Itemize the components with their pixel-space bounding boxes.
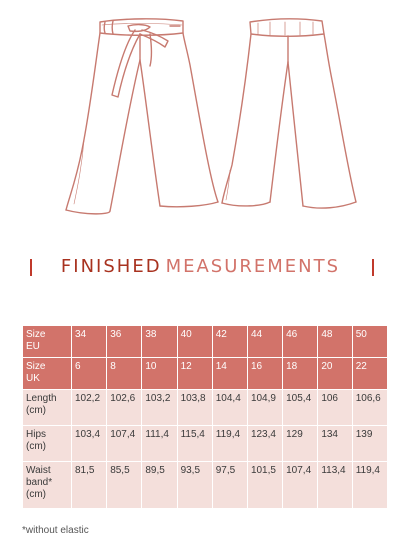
row-label: Length (cm) <box>23 390 72 426</box>
table-cell: 103,2 <box>142 390 177 426</box>
table-cell: 106,6 <box>352 390 387 426</box>
trousers-illustration <box>0 0 401 230</box>
table-cell: 85,5 <box>107 462 142 509</box>
table-cell: 129 <box>283 426 318 462</box>
trousers-front-view <box>66 19 218 214</box>
table-cell: 16 <box>247 358 282 390</box>
table-cell: 111,4 <box>142 426 177 462</box>
heading-measurements: MEASUREMENTS <box>165 256 341 277</box>
row-label: Hips (cm) <box>23 426 72 462</box>
trousers-back-view <box>222 19 356 208</box>
table-cell: 134 <box>318 426 352 462</box>
table-cell: 38 <box>142 326 177 358</box>
footnote: *without elastic <box>22 525 89 536</box>
heading-finished: FINISHED <box>60 256 162 277</box>
table-cell: 102,2 <box>72 390 107 426</box>
table-cell: 34 <box>72 326 107 358</box>
table-cell: 101,5 <box>247 462 282 509</box>
table-cell: 123,4 <box>247 426 282 462</box>
table-cell: 104,4 <box>212 390 247 426</box>
table-cell: 20 <box>318 358 352 390</box>
row-label: Waist band* (cm) <box>23 462 72 509</box>
table-cell: 14 <box>212 358 247 390</box>
table-cell: 107,4 <box>283 462 318 509</box>
table-cell: 48 <box>318 326 352 358</box>
table-cell: 10 <box>142 358 177 390</box>
table-cell: 93,5 <box>177 462 212 509</box>
heading-right-divider <box>372 259 374 276</box>
table-row-size-uk <box>23 358 388 390</box>
table-cell: 105,4 <box>283 390 318 426</box>
table-cell: 50 <box>352 326 387 358</box>
table-cell: 104,9 <box>247 390 282 426</box>
table-cell: 42 <box>212 326 247 358</box>
table-row-waistband <box>23 462 388 509</box>
table-cell: 8 <box>107 358 142 390</box>
table-cell: 102,6 <box>107 390 142 426</box>
heading-left-divider <box>30 259 32 276</box>
table-cell: 113,4 <box>318 462 352 509</box>
table-cell: 139 <box>352 426 387 462</box>
table-cell: 12 <box>177 358 212 390</box>
table-cell: 81,5 <box>72 462 107 509</box>
row-label: Size UK <box>23 358 72 390</box>
row-label: Size EU <box>23 326 72 358</box>
table-cell: 119,4 <box>212 426 247 462</box>
table-cell: 46 <box>283 326 318 358</box>
table-cell: 6 <box>72 358 107 390</box>
table-cell: 106 <box>318 390 352 426</box>
table-cell: 103,8 <box>177 390 212 426</box>
section-heading <box>0 256 401 282</box>
table-row-hips <box>23 426 388 462</box>
table-cell: 36 <box>107 326 142 358</box>
table-cell: 18 <box>283 358 318 390</box>
table-cell: 40 <box>177 326 212 358</box>
table-cell: 97,5 <box>212 462 247 509</box>
table-cell: 107,4 <box>107 426 142 462</box>
table-cell: 119,4 <box>352 462 387 509</box>
table-cell: 44 <box>247 326 282 358</box>
table-cell: 89,5 <box>142 462 177 509</box>
table-cell: 103,4 <box>72 426 107 462</box>
table-row-length <box>23 390 388 426</box>
table-row-size-eu <box>23 326 388 358</box>
table-cell: 115,4 <box>177 426 212 462</box>
measurements-table <box>22 325 388 509</box>
table-cell: 22 <box>352 358 387 390</box>
